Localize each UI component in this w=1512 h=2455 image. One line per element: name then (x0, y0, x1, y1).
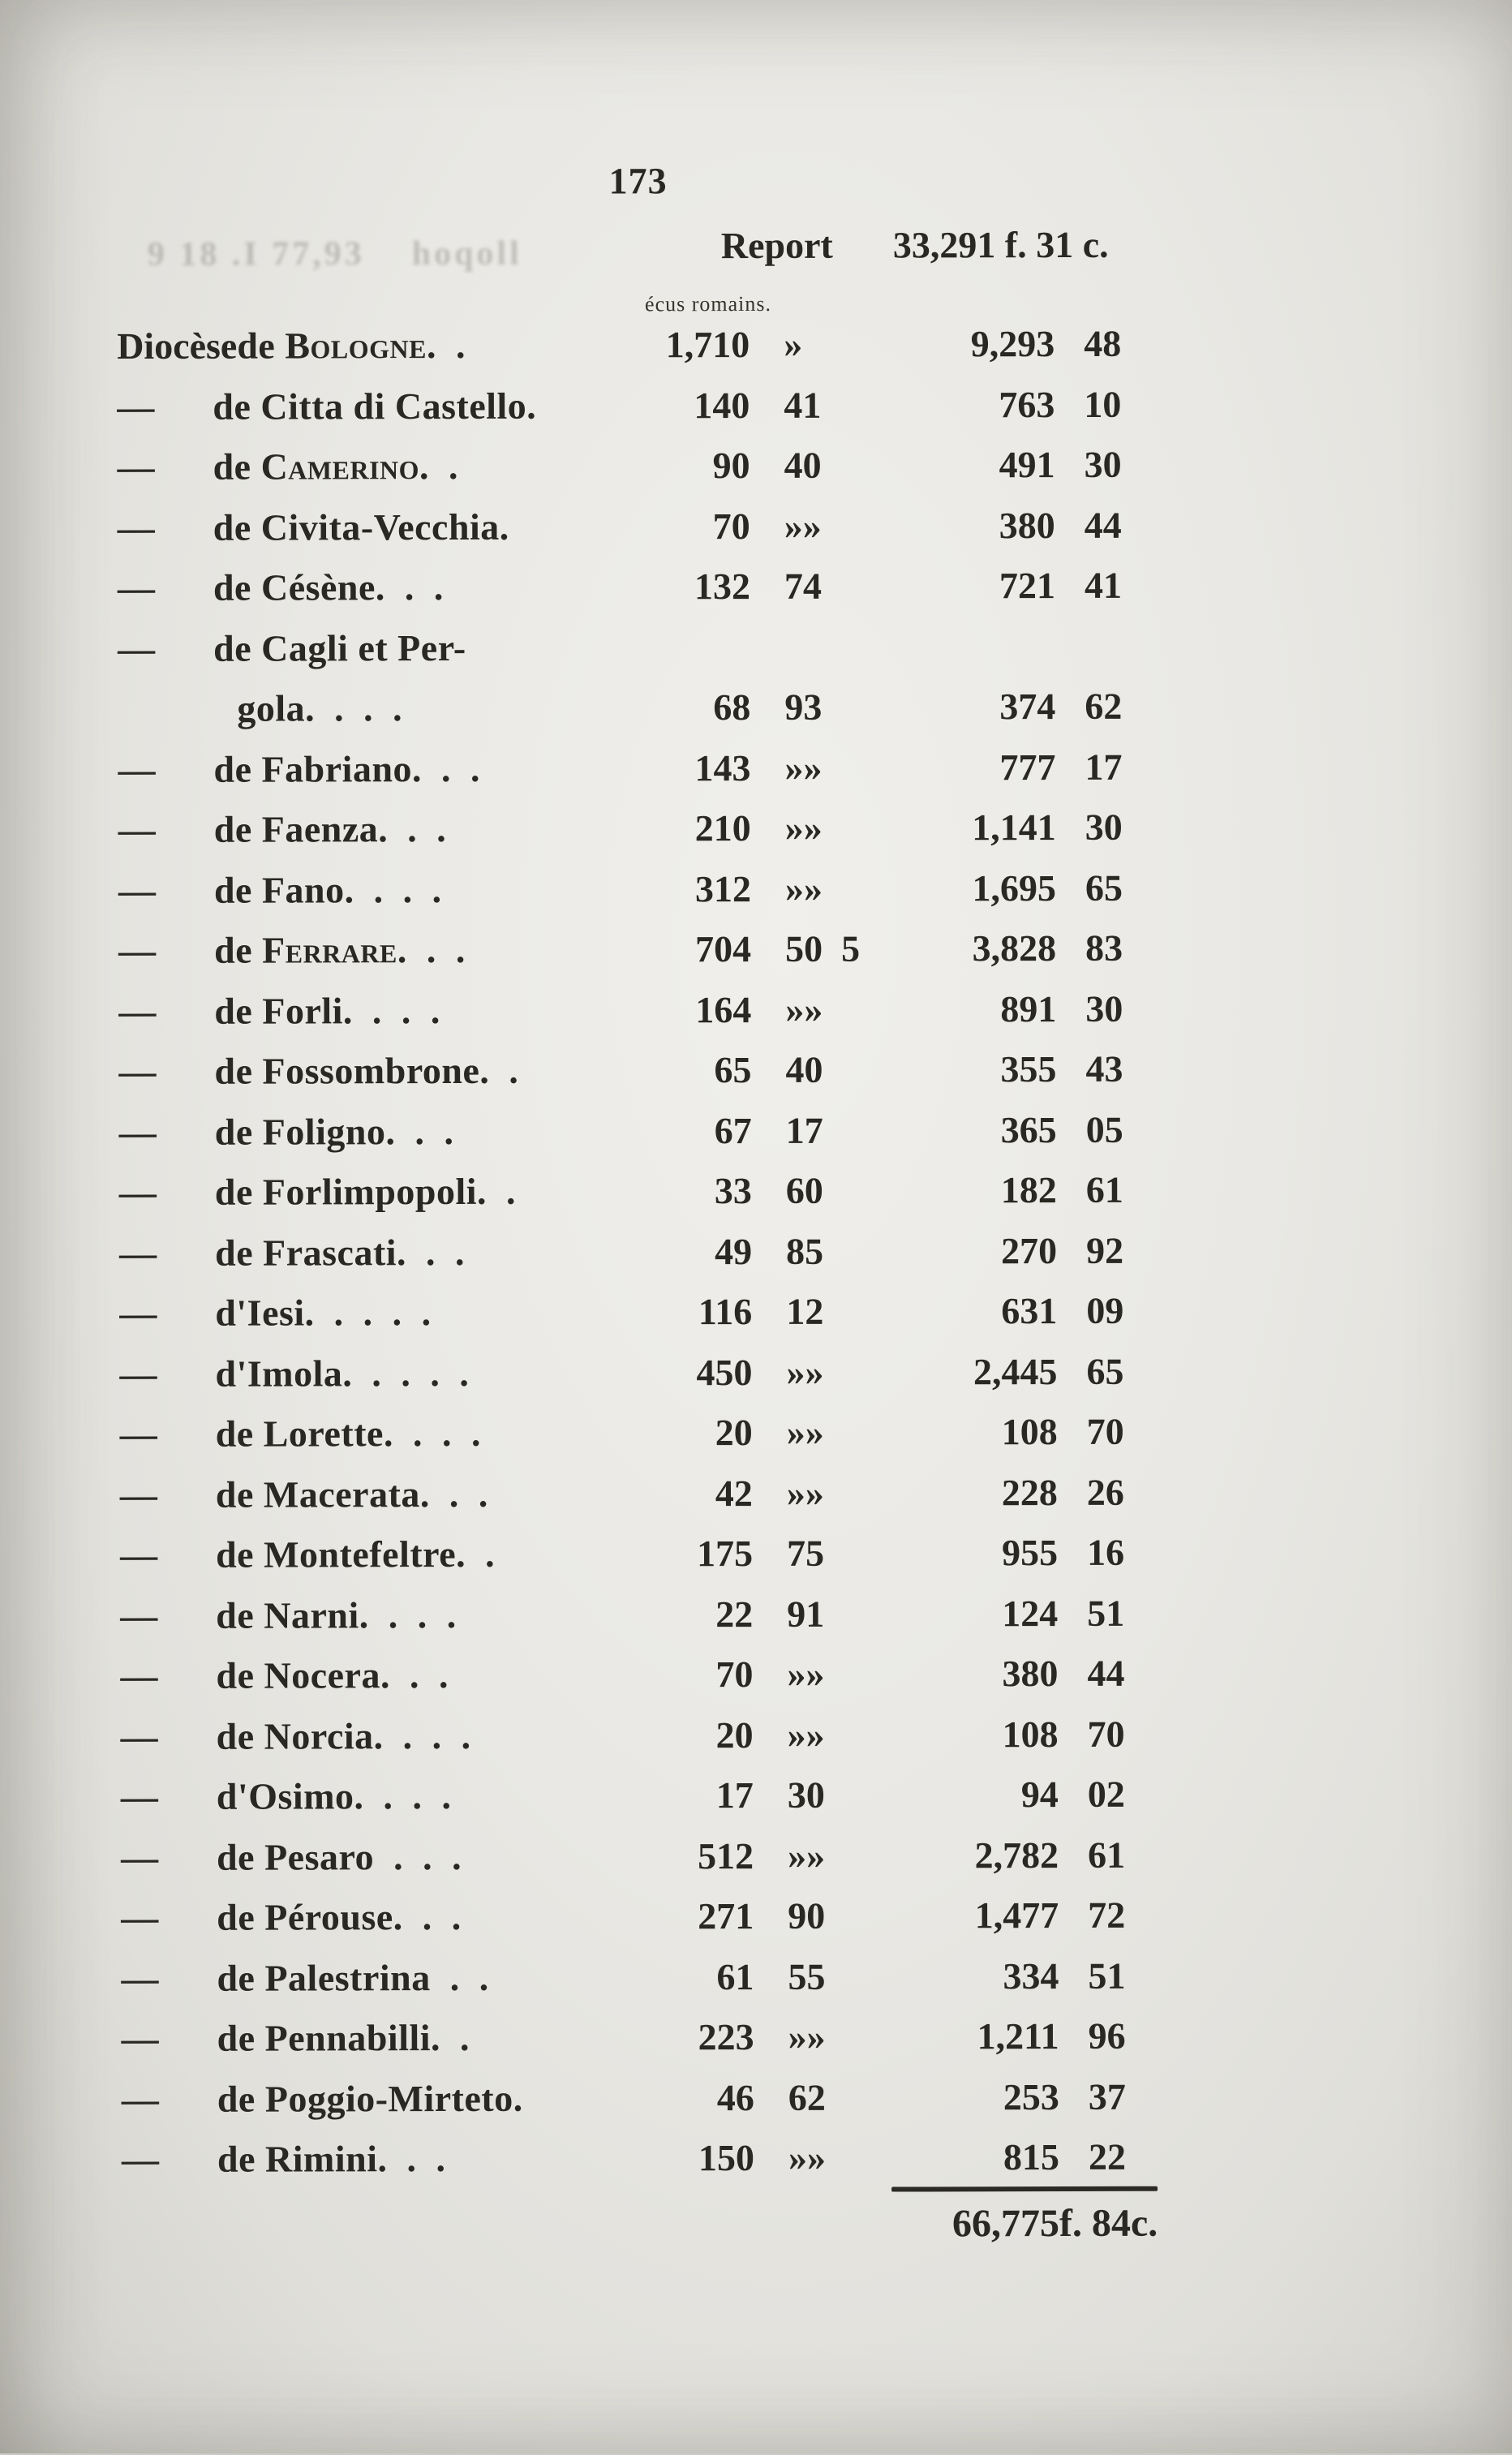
ecus-cents: »» (785, 979, 823, 1040)
ecus-cents: 40 (785, 1040, 823, 1101)
francs-value: 334 (874, 1946, 1059, 2007)
diocese-name: de Faenza. . . (214, 808, 447, 850)
diocese-name: de Forlimpopoli. . (215, 1171, 516, 1213)
table-row (121, 1946, 1232, 2009)
ecus-cents: 90 (788, 1886, 825, 1947)
francs-cents: 92 (1086, 1220, 1123, 1281)
francs-value: 891 (871, 979, 1056, 1040)
table-row (122, 2006, 1233, 2069)
diocese-name: de Forli. . . . (214, 990, 440, 1032)
ecus-value: 20 (606, 1705, 754, 1766)
row-prefix: — (118, 800, 214, 861)
ecus-value: 61 (606, 1947, 754, 2008)
row-prefix: — (121, 1767, 217, 1828)
diocese-name: de Camerino. . (213, 445, 458, 488)
francs-cents: 44 (1087, 1644, 1124, 1705)
row-prefix: — (121, 1827, 217, 1888)
row-prefix: — (122, 2009, 217, 2070)
ecus-cents: 41 (784, 375, 821, 436)
table-row (119, 1159, 1231, 1223)
table-row (120, 1522, 1231, 1585)
ecus-value: 210 (604, 798, 751, 859)
ecus-cents: 74 (784, 557, 822, 617)
ecus-value: 90 (602, 436, 750, 497)
diocese-name: de Macerata. . . (216, 1473, 488, 1515)
table-row (120, 1583, 1231, 1646)
ecus-value: 33 (604, 1161, 752, 1222)
table-row (122, 2066, 1233, 2130)
francs-cents: 83 (1085, 918, 1123, 979)
table-row (117, 374, 1228, 437)
table-row (118, 797, 1230, 860)
francs-value: 815 (874, 2127, 1059, 2188)
diocese-name: d'Imola. . . . . (215, 1352, 469, 1394)
table-row (121, 1704, 1232, 1767)
row-prefix: — (119, 1163, 215, 1223)
ecus-cents: 85 (786, 1221, 823, 1282)
francs-value: 380 (870, 496, 1055, 557)
diocese-name: de Nocera. . . (216, 1654, 449, 1696)
table-row (121, 1825, 1232, 1888)
francs-cents: 30 (1085, 978, 1123, 1039)
ecus-value: 20 (605, 1403, 753, 1464)
ecus-value: 223 (607, 2007, 754, 2068)
ecus-cents: »» (785, 798, 823, 859)
ecus-value: 512 (606, 1826, 754, 1887)
francs-value: 108 (873, 1402, 1058, 1463)
ecus-value: 1,710 (602, 315, 750, 376)
francs-cents: 43 (1085, 1039, 1123, 1100)
row-prefix: — (122, 2069, 217, 2130)
ecus-cents: 93 (784, 677, 822, 738)
francs-cents: 02 (1088, 1765, 1125, 1825)
diocese-name: de Fano. . . . (214, 869, 442, 911)
ecus-cents: 50 5 (785, 919, 860, 980)
ecus-value: 17 (606, 1765, 754, 1826)
diocese-name: d'Osimo. . . . (217, 1775, 452, 1817)
francs-cents: 09 (1086, 1281, 1123, 1342)
ecus-value: 271 (606, 1886, 754, 1947)
ecus-cents: 75 (787, 1524, 824, 1584)
diocese-name: de Rimini. . . (217, 2138, 446, 2180)
diocese-name: de Ferrare. . . (214, 929, 466, 971)
row-prefix: — (119, 1223, 215, 1283)
francs-cents: 05 (1086, 1099, 1123, 1160)
francs-value: 763 (870, 375, 1055, 436)
row-prefix: — (122, 2130, 217, 2191)
francs-cents: 30 (1084, 435, 1121, 496)
table-row (118, 918, 1230, 981)
ecus-value: 132 (603, 557, 750, 617)
diocese-name: de Pérouse. . . (217, 1896, 462, 1938)
francs-cents: 96 (1089, 2006, 1126, 2067)
francs-value: 380 (873, 1644, 1058, 1705)
table-row (122, 2126, 1233, 2190)
francs-value: 228 (873, 1463, 1058, 1524)
row-prefix: — (118, 558, 213, 619)
francs-value: 365 (872, 1100, 1057, 1161)
row-prefix: — (118, 1042, 214, 1103)
francs-cents: 61 (1088, 1825, 1125, 1885)
row-prefix: — (118, 739, 213, 800)
francs-value: 108 (874, 1705, 1059, 1765)
francs-value: 631 (872, 1281, 1057, 1342)
table-row (118, 978, 1230, 1042)
ecus-cents: 17 (786, 1100, 823, 1161)
table-row (118, 858, 1230, 921)
ecus-cents: » (784, 315, 802, 376)
ecus-cents: 60 (786, 1161, 823, 1222)
table-row (119, 1220, 1231, 1283)
francs-cents: 65 (1086, 1341, 1123, 1402)
row-prefix: — (118, 497, 213, 558)
diocese-name: de Fossombrone. . (214, 1050, 518, 1092)
francs-cents: 70 (1087, 1402, 1124, 1463)
francs-cents: 51 (1087, 1583, 1124, 1644)
diocese-name: de Bologne. . (237, 325, 466, 367)
row-prefix: — (118, 921, 214, 982)
ecus-value: 704 (604, 919, 751, 980)
ecus-cents: »» (788, 1705, 825, 1765)
row-prefix: — (120, 1525, 216, 1586)
diocese-name: de Lorette. . . . (216, 1412, 481, 1455)
francs-value: 491 (870, 435, 1055, 496)
ecus-value: 22 (605, 1584, 753, 1645)
ecus-cents: »» (787, 1463, 824, 1524)
diocese-name: de Pesaro . . . (217, 1835, 462, 1877)
row-prefix: — (119, 1102, 215, 1163)
table-row (118, 676, 1229, 739)
ecus-value: 175 (605, 1524, 753, 1584)
row-prefix: — (118, 618, 213, 679)
ecus-value: 68 (603, 677, 750, 738)
francs-cents: 30 (1085, 798, 1123, 858)
diocese-name: gola. . . . (237, 687, 402, 729)
report-carried-amount: 33,291 f. 31 c. (893, 223, 1109, 267)
francs-cents: 37 (1089, 2066, 1126, 2127)
francs-value: 9,293 (870, 314, 1055, 375)
table-row (119, 1099, 1231, 1163)
table-row (118, 737, 1229, 800)
table-row (118, 1038, 1230, 1102)
table-row (119, 1341, 1231, 1404)
diocese-name: de Césène. . . (213, 566, 444, 608)
diocese-name: de Civita-Vecchia. (213, 505, 509, 548)
ecus-value: 312 (604, 859, 751, 920)
francs-value: 182 (872, 1160, 1057, 1221)
ecus-value: 140 (602, 376, 750, 436)
francs-cents: 48 (1084, 314, 1121, 375)
francs-value: 1,477 (874, 1885, 1059, 1946)
francs-cents: 10 (1084, 374, 1121, 435)
ecus-value: 46 (607, 2068, 754, 2129)
row-prefix: — (118, 860, 214, 921)
diocese-name: de Foligno. . . (215, 1110, 454, 1152)
francs-cents: 44 (1085, 495, 1122, 556)
ecus-cents: »» (784, 737, 822, 798)
row-prefix: — (121, 1706, 217, 1767)
ecus-value: 65 (604, 1040, 751, 1101)
ecus-cents: »» (787, 1645, 824, 1705)
row-prefix: — (119, 1283, 215, 1344)
diocese-name: de Fabriano. . . (213, 747, 480, 789)
table-row (120, 1401, 1231, 1464)
ecus-cents: »» (787, 1403, 824, 1464)
francs-cents: 22 (1089, 2127, 1126, 2188)
row-prefix: — (120, 1646, 216, 1707)
ecus-value: 49 (604, 1222, 752, 1283)
francs-value: 1,695 (871, 858, 1056, 919)
table-row (120, 1643, 1231, 1706)
ecus-cents: 40 (784, 436, 821, 497)
ecus-cents: 55 (788, 1946, 825, 2007)
ecus-value: 116 (604, 1282, 752, 1343)
ecus-cents: 12 (786, 1282, 823, 1343)
francs-value: 1,141 (871, 798, 1056, 858)
row-prefix: — (121, 1948, 217, 2009)
table-row (118, 495, 1229, 558)
ecus-value: 70 (603, 497, 750, 557)
table-row (118, 616, 1229, 679)
francs-value: 374 (870, 677, 1055, 737)
table-row (121, 1764, 1232, 1827)
row-prefix: — (119, 1344, 215, 1404)
table-row (117, 313, 1228, 376)
table-row (118, 555, 1229, 618)
diocese-name: de Montefeltre. . (216, 1533, 495, 1576)
francs-value: 253 (874, 2067, 1059, 2128)
ecus-cents: »» (786, 1342, 823, 1403)
table-row (120, 1462, 1231, 1525)
ecus-cents: 62 (788, 2067, 826, 2128)
francs-value: 1,211 (874, 2006, 1059, 2067)
francs-cents: 62 (1085, 677, 1122, 737)
row-prefix: — (120, 1464, 216, 1525)
francs-cents: 65 (1085, 858, 1123, 918)
diocese-name: de Pennabilli. . (217, 2017, 470, 2059)
francs-cents: 72 (1088, 1885, 1125, 1946)
ecus-value: 143 (603, 738, 750, 799)
diocese-table (117, 313, 1233, 2190)
ink-showthrough: 9 18 .I 77,93 hoqoll (148, 234, 522, 274)
ecus-cents: 91 (787, 1584, 824, 1645)
row-prefix: — (117, 437, 213, 498)
diocese-name: de Poggio-Mirteto. (217, 2077, 523, 2119)
ecus-cents: »» (788, 2128, 826, 2189)
francs-value: 124 (873, 1584, 1058, 1645)
ecus-value: 70 (605, 1645, 753, 1705)
diocese-name: de Narni. . . . (216, 1593, 457, 1636)
row-prefix: — (121, 1888, 217, 1949)
row-prefix: Diocèse (117, 316, 237, 377)
ecus-cents: »» (785, 858, 823, 919)
francs-value: 94 (874, 1765, 1059, 1825)
total-rule (891, 2186, 1158, 2192)
row-prefix: — (120, 1585, 216, 1646)
francs-cents: 51 (1088, 1946, 1125, 2006)
ecus-value: 67 (604, 1101, 752, 1162)
francs-cents: 41 (1085, 556, 1122, 617)
row-prefix: — (120, 1404, 216, 1465)
table-row (119, 1280, 1231, 1344)
ecus-cents: »» (788, 1825, 825, 1886)
ecus-value: 150 (607, 2128, 754, 2189)
diocese-name: de Frascati. . . (215, 1231, 465, 1273)
francs-cents: 17 (1085, 737, 1122, 798)
francs-value: 721 (870, 556, 1055, 617)
francs-cents: 26 (1087, 1462, 1124, 1523)
ecus-cents: »» (788, 2007, 826, 2068)
francs-value: 270 (872, 1221, 1057, 1282)
ecus-cents: »» (784, 496, 822, 557)
francs-value: 955 (873, 1523, 1058, 1584)
diocese-name: d'Iesi. . . . . (215, 1292, 432, 1334)
ecus-value: 164 (604, 980, 751, 1041)
francs-cents: 16 (1087, 1523, 1124, 1584)
row-prefix: — (118, 981, 214, 1042)
ecus-value: 450 (604, 1343, 752, 1404)
diocese-name: de Norcia. . . . (217, 1714, 471, 1756)
francs-value: 777 (870, 737, 1055, 798)
francs-value: 2,445 (872, 1342, 1057, 1403)
diocese-name: de Cagli et Per- (213, 626, 466, 669)
diocese-name: de Citta di Castello. (213, 385, 536, 427)
francs-value: 3,828 (871, 918, 1056, 979)
page-number: 173 (565, 159, 711, 202)
ecus-cents: 30 (788, 1765, 825, 1826)
ecus-value: 42 (605, 1464, 753, 1524)
report-label: Report (721, 224, 833, 267)
table-row (117, 434, 1228, 497)
table-row (121, 1885, 1232, 1948)
francs-value: 2,782 (874, 1825, 1059, 1886)
francs-value: 355 (871, 1039, 1056, 1100)
francs-cents: 70 (1088, 1704, 1125, 1765)
column-caption-ecus-romains: écus romains. (611, 292, 805, 317)
total-amount: 66,775f. 84c. (814, 2201, 1158, 2246)
row-prefix: — (117, 376, 213, 437)
francs-cents: 61 (1086, 1160, 1123, 1221)
diocese-name: de Palestrina . . (217, 1956, 488, 1998)
